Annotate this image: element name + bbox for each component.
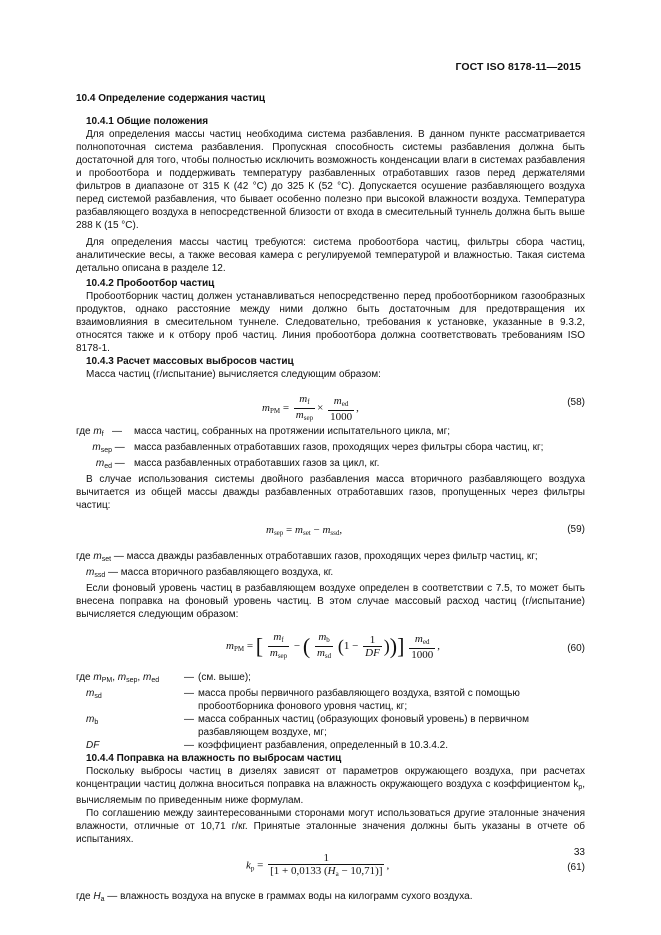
where-desc: коэффициент разбавления, определенный в 10.3.4.2. [198,740,448,751]
paragraph: Масса частиц (г/испытание) вычисляется следующим образом: [86,369,381,380]
paragraph: Для определения массы частиц необходима система разбавления. В данном пункте рассматривается полнопоточная система разбавления. Пропускная способность системы разбавления должна быть достаточной для того, чтобы полностью исключить возможность конденсации влаги в системах разбавления и пробоотбора и поддерживать температуру разбавленных отработавших газов перед держателями фильтров в диапазоне от 315 К (42 °C) до 325 К (52 °C). Допускается осушение разбавляющего воздуха перед системой разбавления, что бывает особенно полезно при высокой влажности воздуха. Температура разбавляющего воздуха в непосредственной близости от входа в смесительный туннель должна быть выше 288 К (15 °C). [76,129,585,231]
where-symbol: $m_{ed}$ [95,458,112,470]
equation-number: (59) [567,524,585,535]
document-header: ГОСТ ISO 8178-11—2015 [455,61,581,73]
where-desc: масса разбавленных отработавших газов за цикл, кг. [134,458,380,469]
paragraph: По соглашению между заинтересованными сторонами могут использоваться другие эталонные значения влажности, отличные от 10,71 г/кг. Принятые эталонные значения должны быть указаны в отчете об испытаниях. [76,808,585,845]
subsection-title-10-4-3: 10.4.3 Расчет массовых выбросов частиц [86,356,294,367]
formula-58: $m_{PM}$ = $\frac{m_f}{m_{sep}}$ × $\frac{m_{ed}}{1000}$ , (58) [262,393,585,423]
where-desc: масса частиц, собранных на протяжении испытательного цикла, мг; [134,426,451,437]
where-symbol: $m_{sd}$ [86,688,102,700]
formula-61: $k_p$ = $\frac{1}{[1 + 0,0133 (H_a - 10,71)]}$ , (61) [246,852,585,878]
page-number: 33 [573,847,585,858]
paragraph: Поскольку выбросы частиц в дизелях зависят от параметров окружающего воздуха, при расчетах концентрации частиц должна вноситься поправка на влажность окружающего воздуха с коэффициентом $k_p$, вычисляемым по приведенным ниже формулам. [76,766,585,806]
where-symbol: где $m_{PM}$, $m_{sep}$, $m_{ed}$ [76,672,160,684]
paragraph: Пробоотборник частиц должен устанавливаться непосредственно перед пробоотборником газообразных продуктов, однако расстояние между ними должно быть достаточным для предотвращения их взаимовлияния в смесительном туннеле. Следовательно, требования к установке, указанные в 9.3.2, относятся также и к отбору проб частиц. Линия пробоотбора должна соответствовать требованиям ISO 8178-1. [76,291,585,354]
formula-59: $m_{sep} = m_{set} - m_{ssd}$, (59) [266,524,585,537]
where-desc: (см. выше); [198,672,251,683]
where-line: где $H_a$ — влажность воздуха на впуске в граммах воды на килограмм сухого воздуха. [76,891,473,903]
subsection-title-10-4-4: 10.4.4 Поправка на влажность по выбросам частиц [86,753,342,764]
where-line: $m_{ssd}$ — масса вторичного разбавляющего воздуха, кг. [86,567,334,579]
paragraph: В случае использования системы двойного разбавления масса вторичного разбавляющего воздуха вычитается из общей массы дважды разбавленных отработавших газов, пропущенных через фильтры частиц: [76,474,585,511]
equation-number: (60) [567,643,585,654]
where-desc: масса собранных частиц (образующих фоновый уровень) в первичном разбавляющем воздухе, мг; [198,714,529,738]
where-symbol: где $m_f$ [76,426,104,438]
where-symbol: $m_{sep}$ [92,442,112,454]
where-desc: масса разбавленных отработавших газов, проходящих через фильтры сбора частиц, кг; [134,442,544,453]
where-symbol: $m_b$ [86,714,99,726]
equation-number: (61) [567,862,585,873]
where-list-60: где $m_{PM}$, $m_{sep}$, $m_{ed}$ — (см. выше); $m_{sd}$ — масса пробы первичного разбавляющего воздуха, взятой с помощью пробоотборника фонового уровня частиц, кг; $m_b$ — масса собранных частиц (образующих фоновый уровень) в первичном разбавляющем воздухе, мг; DF — коэффициент разбавления, определенный в 10.3.4.2. [76,671,585,752]
where-symbol: DF [86,740,100,751]
page-content [76,92,585,906]
where-list-58: где $m_f$ — масса частиц, собранных на протяжении испытательного цикла, мг; $m_{sep}$ — масса разбавленных отработавших газов, проходящих через фильтры сбора частиц, кг; $m_{ed}$ — масса разбавленных отработавших газов за цикл, кг. [76,425,585,473]
where-line: где $m_{set}$ — масса дважды разбавленных отработавших газов, проходящих через фильтр частиц, кг; [76,551,538,563]
section-title: 10.4 Определение содержания частиц [76,93,266,104]
formula-60: $m_{PM}$ = [ $\frac{m_f}{m_{sep}}$ − ( $\frac{m_b}{m_{sd}}$ (1 − $\frac{1}{DF}$ ))] $\frac{m_{ed}}{1000}$ , (60) [226,631,585,661]
equation-number: (58) [567,397,585,408]
subsection-title-10-4-2: 10.4.2 Пробоотбор частиц [86,278,215,289]
paragraph: Если фоновый уровень частиц в разбавляющем воздухе определен в соответствии с 7.5, то может быть внесена поправка на фоновый уровень частиц. В этом случае массовый расход частиц (г/испытание) вычисляется следующим образом: [76,583,585,620]
subsection-title-10-4-1: 10.4.1 Общие положения [86,116,209,127]
where-desc: масса пробы первичного разбавляющего воздуха, взятой с помощью пробоотборника фонового уровня частиц, кг; [198,688,520,712]
paragraph: Для определения массы частиц требуются: система пробоотбора частиц, фильтры сбора частиц, аналитические весы, а также весовая камера с регулируемой температурой и влажностью. Такая система детально описана в разделе 12. [76,237,585,274]
